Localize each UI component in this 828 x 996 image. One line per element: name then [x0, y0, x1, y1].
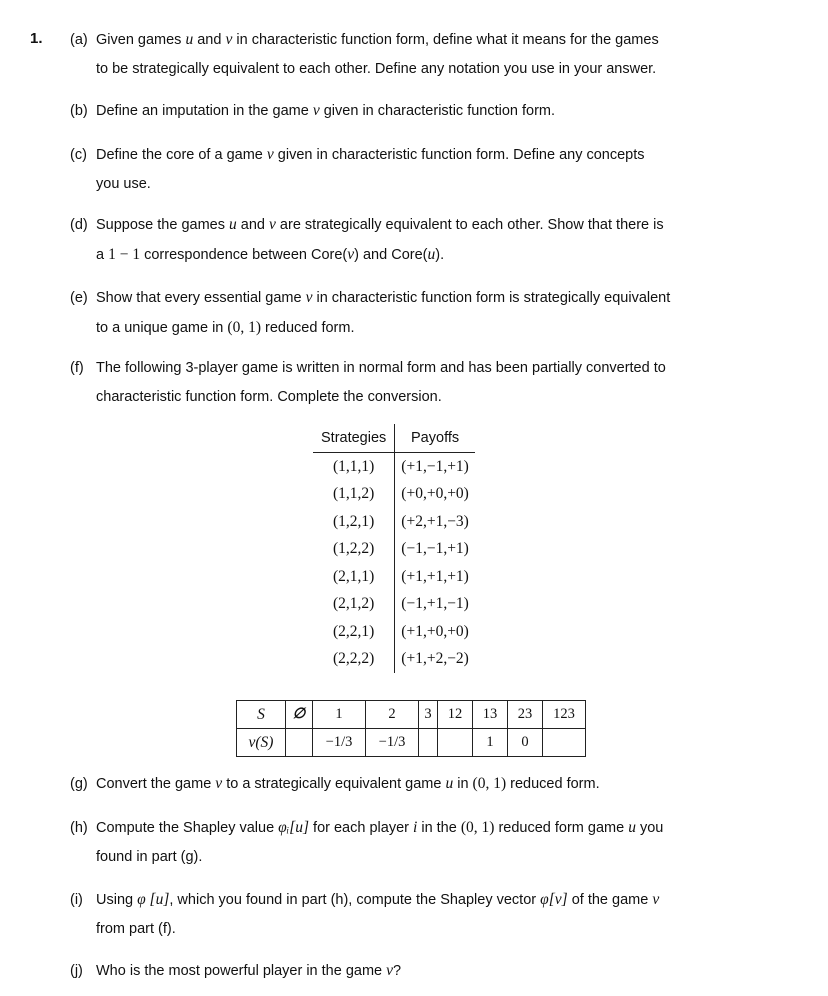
part-h-text: you [635, 820, 664, 836]
part-d-text: are strategically equivalent to each other. Show that there is [275, 217, 664, 233]
part-c [70, 140, 750, 199]
var-v: v [266, 146, 274, 163]
strategies-table [313, 424, 475, 673]
part-d-text: correspondence between Core( [140, 247, 348, 263]
part-c-label: (c) [70, 147, 87, 163]
payoff-cell: (+1,−1,+1) [401, 457, 469, 475]
strategy-cell: (1,2,1) [313, 508, 395, 536]
part-e-text: to a unique game in [96, 320, 228, 336]
part-j-text: Who is the most powerful player in the game [96, 963, 387, 979]
part-f [70, 354, 750, 412]
payoff-cell: (−1,+1,−1) [401, 595, 469, 613]
characteristic-function-table [236, 700, 586, 757]
strategy-cell: (1,1,2) [313, 481, 395, 509]
part-d-line2 [70, 240, 750, 270]
strategy-cell: (2,2,2) [313, 646, 395, 674]
part-h [70, 813, 750, 872]
payoff-cell: (+2,+1,−3) [401, 512, 469, 530]
var-v: v [225, 31, 233, 48]
part-j [70, 956, 750, 986]
value-empty [286, 729, 313, 757]
var-v: v [215, 775, 223, 792]
strategy-cell: (1,2,2) [313, 536, 395, 564]
part-b [70, 96, 750, 126]
value-23: 0 [508, 729, 543, 757]
part-b-text: Define an imputation in the game [96, 103, 313, 119]
table-row [313, 618, 475, 646]
strategy-cell: (1,1,1) [313, 453, 395, 481]
part-a-line2: to be strategically equivalent to each other. Define any notation you use in your answer. [96, 61, 657, 77]
part-j-text: ? [393, 963, 402, 979]
value-header: v(S) [237, 729, 286, 757]
value-1: −1/3 [313, 729, 366, 757]
payoff-cell: (−1,−1,+1) [401, 540, 469, 558]
strategy-cell: (2,2,1) [313, 618, 395, 646]
part-i-line2: from part (f). [96, 921, 176, 937]
part-a-text: in characteristic function form, define what it means for the games [232, 32, 659, 48]
math-zero-one: (0, 1) [472, 775, 507, 792]
part-h-label: (h) [70, 820, 88, 836]
math-one-one: 1 − 1 [108, 246, 141, 263]
payoff-cell: (+1,+1,+1) [401, 567, 469, 585]
part-b-label: (b) [70, 103, 88, 119]
coalition-2: 2 [366, 701, 419, 729]
var-u: u [185, 31, 194, 48]
part-g-text: Convert the game [96, 776, 216, 792]
coalition-empty: ∅ [286, 701, 313, 729]
part-i-text: of the game [567, 892, 653, 908]
part-a [70, 25, 750, 84]
table-row [313, 453, 475, 481]
value-row [237, 729, 586, 757]
var-v: v [347, 246, 355, 263]
coalition-1: 1 [313, 701, 366, 729]
part-a-label: (a) [70, 32, 88, 48]
table-row [313, 536, 475, 564]
part-g-text: to a strategically equivalent game [222, 776, 446, 792]
part-i-label: (i) [70, 892, 83, 908]
var-u: u [229, 216, 237, 233]
part-i-text: Using [96, 892, 138, 908]
part-i-text: , which you found in part (h), compute the Shapley vector [169, 892, 541, 908]
coalition-3: 3 [419, 701, 438, 729]
part-e [70, 283, 750, 343]
part-d-text: Suppose the games [96, 217, 230, 233]
part-a-text: Given games [96, 32, 186, 48]
coalition-13: 13 [473, 701, 508, 729]
strategy-cell: (2,1,2) [313, 591, 395, 619]
part-d [70, 210, 750, 270]
table-row [313, 563, 475, 591]
strategies-header: Strategies [313, 424, 395, 453]
math-zero-one: (0, 1) [460, 819, 495, 836]
value-123 [543, 729, 586, 757]
coalition-header: S [237, 701, 286, 729]
payoff-cell: (+1,+0,+0) [401, 622, 469, 640]
value-2: −1/3 [366, 729, 419, 757]
payoff-cell: (+0,+0,+0) [401, 485, 469, 503]
var-v: v [652, 891, 660, 908]
part-d-text: ). [435, 247, 445, 263]
part-e-text: in characteristic function form is strategically equivalent [312, 290, 671, 306]
part-c-text: Define the core of a game [96, 147, 267, 163]
part-h-text: Compute the Shapley value [96, 820, 279, 836]
part-a-text: and [193, 32, 226, 48]
var-u: u [445, 775, 454, 792]
part-e-text: reduced form. [260, 320, 355, 336]
var-v: v [305, 289, 313, 306]
part-c-line2: you use. [96, 176, 151, 192]
part-e-text: Show that every essential game [96, 290, 306, 306]
table-row [313, 591, 475, 619]
part-d-label: (d) [70, 217, 88, 233]
math-shapley-u: φ [u] [137, 891, 170, 908]
var-v: v [312, 102, 320, 119]
part-c-text: given in characteristic function form. Define any concepts [273, 147, 645, 163]
value-3 [419, 729, 438, 757]
part-g-text: in [453, 776, 473, 792]
coalition-123: 123 [543, 701, 586, 729]
math-shapley-u-i: φᵢ[u] [278, 819, 310, 836]
table-row [313, 646, 475, 674]
strategy-cell: (2,1,1) [313, 563, 395, 591]
coalition-23: 23 [508, 701, 543, 729]
part-h-text: in the [417, 820, 461, 836]
part-g-label: (g) [70, 776, 88, 792]
payoff-cell: (+1,+2,−2) [401, 650, 469, 668]
part-g [70, 769, 750, 799]
part-f-label: (f) [70, 360, 84, 376]
part-h-text: for each player [309, 820, 413, 836]
part-d-text: ) and Core( [354, 247, 428, 263]
part-d-text: and [236, 217, 270, 233]
part-f-line2: characteristic function form. Complete the conversion. [96, 389, 442, 405]
part-h-text: reduced form game [494, 820, 629, 836]
var-v: v [269, 216, 276, 233]
part-i [70, 885, 750, 944]
part-h-line2: found in part (g). [96, 849, 203, 865]
payoffs-header: Payoffs [395, 424, 475, 453]
var-v: v [386, 962, 394, 979]
table-row [313, 481, 475, 509]
table-row [313, 508, 475, 536]
var-u: u [628, 819, 636, 836]
part-d-text: a [96, 247, 109, 263]
part-f-text: The following 3-player game is written in normal form and has been partially converted to [96, 360, 666, 376]
math-zero-one: (0, 1) [227, 319, 261, 336]
part-e-label: (e) [70, 290, 88, 306]
part-e-line2 [70, 313, 750, 343]
part-g-text: reduced form. [506, 776, 600, 792]
part-j-label: (j) [70, 963, 83, 979]
value-12 [438, 729, 473, 757]
coalition-12: 12 [438, 701, 473, 729]
math-shapley-v: φ[v] [540, 891, 568, 908]
value-13: 1 [473, 729, 508, 757]
var-u: u [427, 246, 436, 263]
var-i: i [413, 819, 418, 836]
part-b-text: given in characteristic function form. [319, 103, 556, 119]
question-number: 1. [30, 30, 43, 47]
coalition-row [237, 701, 586, 729]
